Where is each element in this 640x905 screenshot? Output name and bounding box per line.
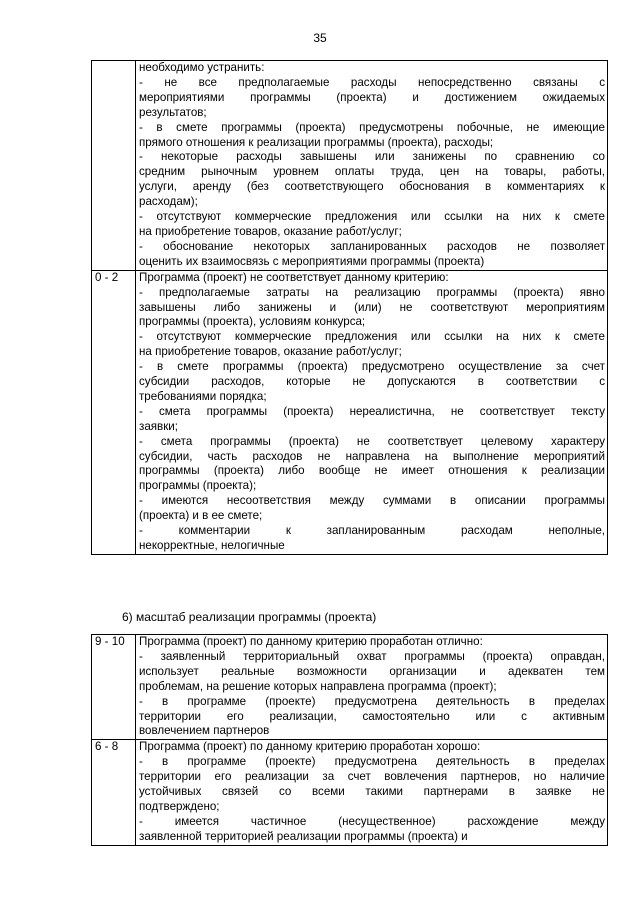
description-cell	[136, 61, 608, 271]
text-line: средним рыночным уровнем оплаты труда, цен на товары, работы,	[139, 165, 605, 179]
text-line: прямого отношения к реализации программы (проекта), расходы;	[139, 135, 494, 149]
text-line: заявленной территорией реализации программы (проекта) и	[139, 829, 468, 843]
page-number: 35	[313, 31, 327, 45]
text-line: завышены либо занижены и (или) не соответствуют мероприятиям	[139, 300, 605, 314]
description-cell	[136, 635, 608, 740]
text-line: результатов;	[139, 105, 207, 119]
text-line: оценить их взаимосвязь с мероприятиями программы (проекта)	[139, 254, 485, 268]
table-row	[92, 740, 608, 845]
text-line: - заявленный территориальный охват программы (проекта) оправдан,	[139, 649, 605, 663]
text-line: (проекта) и в ее смете;	[139, 509, 263, 523]
text-line: использует реальные возможности организации и адекватен тем	[139, 664, 605, 678]
score-cell: 9 - 10	[92, 635, 136, 740]
text-line: - в программе (проекте) предусмотрена деятельность в пределах	[139, 755, 605, 769]
text-line: мероприятиями программы (проекта) и достижением ожидаемых	[139, 90, 605, 104]
description-cell	[136, 740, 608, 845]
table-row	[92, 270, 608, 554]
text-line: - смета программы (проекта) нереалистична, не соответствует тексту	[139, 404, 605, 418]
text-line: Программа (проект) по данному критерию проработан отлично:	[139, 635, 483, 648]
text-line: программы (проекта) либо вообще не имеет отношения к реализации	[139, 464, 605, 478]
text-line: - обоснование некоторых запланированных расходов не позволяет	[139, 239, 605, 253]
text-line: - комментарии к запланированным расходам неполные,	[139, 524, 605, 538]
text-line: расходам);	[139, 195, 198, 209]
text-line: услуги, аренду (без соответствующего обоснования в комментариях к	[139, 180, 605, 194]
text-line: территории его реализации за счет вовлечения партнеров, но наличие	[139, 770, 605, 784]
text-line: вовлечением партнеров	[139, 724, 270, 738]
text-line: Программа (проект) не соответствует данному критерию:	[139, 270, 449, 284]
table-row	[92, 635, 608, 740]
criteria-table	[91, 60, 608, 555]
score-cell	[92, 61, 136, 271]
text-line: - смета программы (проекта) не соответствует целевому характеру	[139, 434, 605, 448]
text-line: - предполагаемые затраты на реализацию программы (проекта) явно	[139, 285, 605, 299]
text-line: - отсутствуют коммерческие предложения или ссылки на них к смете	[139, 210, 605, 224]
description-cell	[136, 270, 608, 554]
text-line: - имеются несоответствия между суммами в описании программы	[139, 494, 605, 508]
text-line: программы (проекта);	[139, 479, 257, 493]
text-line: - в смете программы (проекта) предусмотрено осуществление за счет	[139, 360, 605, 374]
text-line: - имеется частичное (несущественное) расхождение между	[139, 814, 605, 828]
text-line: программы (проекта), условиям конкурса;	[139, 315, 366, 329]
text-line: устойчивых связей со всеми такими партнерами в заявке не	[139, 785, 605, 799]
text-line: проблемам, на решение которых направлена программа (проект);	[139, 679, 497, 693]
score-cell: 0 - 2	[92, 270, 136, 554]
score-cell: 6 - 8	[92, 740, 136, 845]
text-line: заявки;	[139, 419, 178, 433]
text-line: на приобретение товаров, оказание работ/услуг;	[139, 345, 402, 359]
text-line: подтверждено;	[139, 799, 220, 813]
criteria-table-scale	[91, 634, 608, 846]
text-line: - некоторые расходы завышены или занижены по сравнению со	[139, 150, 605, 164]
section-title: 6) масштаб реализации программы (проекта)	[122, 610, 377, 624]
text-line: территории его реализации, самостоятельно или с активным	[139, 709, 605, 723]
text-line: Программа (проект) по данному критерию проработан хорошо:	[139, 740, 481, 754]
text-line: некорректные, нелогичные	[139, 539, 285, 552]
criteria-table	[91, 634, 608, 846]
text-line: субсидии, часть расходов не направлена на выполнение мероприятий	[139, 449, 605, 463]
text-line: - не все предполагаемые расходы непосредственно связаны с	[139, 75, 605, 89]
table-row	[92, 61, 608, 271]
text-line: на приобретение товаров, оказание работ/услуг;	[139, 224, 402, 238]
criteria-table-budget	[91, 60, 608, 555]
text-line: необходимо устранить:	[139, 61, 265, 74]
text-line: - в программе (проекте) предусмотрена деятельность в пределах	[139, 694, 605, 708]
text-line: - отсутствуют коммерческие предложения или ссылки на них к смете	[139, 330, 605, 344]
text-line: требованиями порядка;	[139, 389, 267, 403]
text-line: субсидии расходов, которые не допускаются в соответствии с	[139, 375, 605, 389]
text-line: - в смете программы (проекта) предусмотрены побочные, не имеющие	[139, 120, 605, 134]
